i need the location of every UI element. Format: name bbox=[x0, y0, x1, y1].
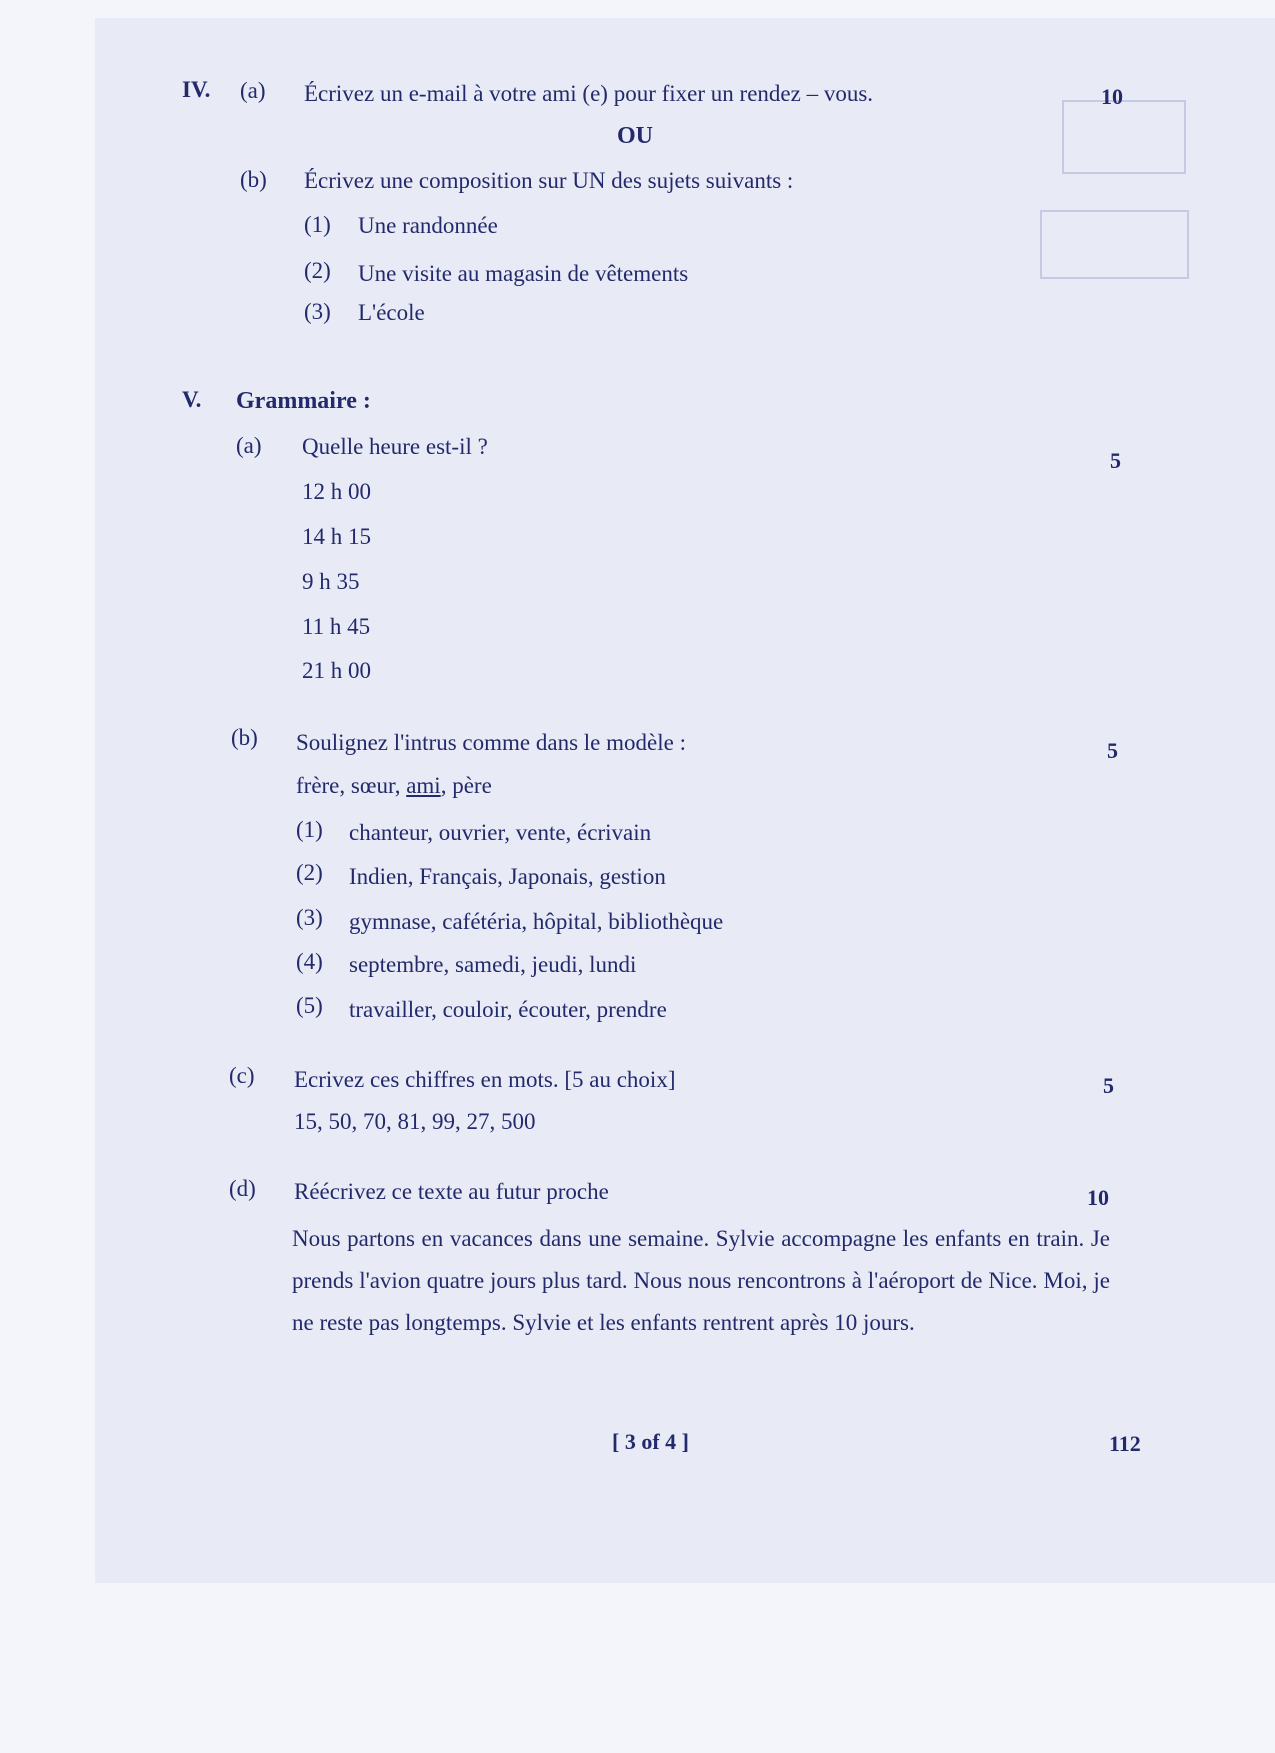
bleed-through-box bbox=[1062, 100, 1186, 174]
section-v-d-label: (d) bbox=[229, 1176, 256, 1201]
or-separator: OU bbox=[617, 123, 653, 149]
intrus-words: travailler, couloir, écouter, prendre bbox=[349, 997, 667, 1022]
topic-number: (1) bbox=[304, 212, 331, 237]
section-iv-b-label: (b) bbox=[240, 167, 267, 192]
intrus-words: Indien, Français, Japonais, gestion bbox=[349, 864, 666, 889]
model-example bbox=[296, 774, 492, 797]
section-iv-b-question: Écrivez une composition sur UN des sujets suivants : bbox=[304, 168, 794, 193]
page-indicator: [ 3 of 4 ] bbox=[612, 1429, 689, 1454]
time-item: 12 h 00 bbox=[302, 479, 371, 504]
section-v-number: V. bbox=[182, 387, 202, 412]
numbers-list: 15, 50, 70, 81, 99, 27, 500 bbox=[294, 1109, 536, 1134]
topic-text: Une randonnée bbox=[358, 213, 498, 238]
time-item: 9 h 35 bbox=[302, 569, 360, 594]
topic-text: Une visite au magasin de vêtements bbox=[358, 261, 689, 286]
section-iv-a-marks: 10 bbox=[1101, 84, 1123, 109]
intrus-words: chanteur, ouvrier, vente, écrivain bbox=[349, 820, 652, 845]
section-v-a-marks: 5 bbox=[1110, 448, 1121, 473]
section-iv-a-question: Écrivez un e-mail à votre ami (e) pour fixer un rendez – vous. bbox=[304, 81, 874, 106]
section-v-c-instruction: Ecrivez ces chiffres en mots. [5 au choix] bbox=[294, 1067, 676, 1092]
section-v-b-label: (b) bbox=[231, 725, 258, 750]
intrus-number: (5) bbox=[296, 993, 323, 1018]
model-example-end: , père bbox=[440, 773, 492, 798]
section-v-c-marks: 5 bbox=[1103, 1073, 1114, 1098]
section-v-a-label: (a) bbox=[236, 433, 262, 458]
section-v-a-question: Quelle heure est-il ? bbox=[302, 434, 488, 459]
section-v-c-label: (c) bbox=[229, 1063, 255, 1088]
passage-text: Nous partons en vacances dans une semaine. Sylvie accompagne les enfants en train. Je prends l'avion quatre jours plus tard. Nous nous rencontrons à l'aéroport de Nice. Moi, je ne reste pas longtemps. Sylvie et les enfants rentrent après 10 jours. bbox=[292, 1226, 1110, 1335]
intrus-number: (1) bbox=[296, 817, 323, 842]
time-item: 14 h 15 bbox=[302, 524, 371, 549]
intrus-words: gymnase, cafétéria, hôpital, bibliothèque bbox=[349, 909, 724, 934]
section-iv-a-label: (a) bbox=[240, 78, 266, 103]
section-v-d-instruction: Réécrivez ce texte au futur proche bbox=[294, 1179, 609, 1204]
intrus-number: (4) bbox=[296, 949, 323, 974]
time-item: 21 h 00 bbox=[302, 658, 371, 683]
topic-number: (2) bbox=[304, 258, 331, 283]
intrus-number: (2) bbox=[296, 860, 323, 885]
intrus-number: (3) bbox=[296, 905, 323, 930]
topic-number: (3) bbox=[304, 299, 331, 324]
section-v-heading: Grammaire : bbox=[236, 388, 371, 414]
time-item: 11 h 45 bbox=[302, 614, 371, 639]
section-v-b-instruction: Soulignez l'intrus comme dans le modèle : bbox=[296, 730, 686, 755]
topic-text: L'école bbox=[358, 300, 425, 325]
section-iv-number: IV. bbox=[182, 77, 211, 102]
section-v-b-marks: 5 bbox=[1107, 738, 1118, 763]
paper-code: 112 bbox=[1109, 1431, 1141, 1456]
intrus-words: septembre, samedi, jeudi, lundi bbox=[349, 952, 637, 977]
model-example-start: frère, sœur, bbox=[296, 773, 407, 798]
section-v-d-marks: 10 bbox=[1087, 1185, 1109, 1210]
model-intruder: ami bbox=[406, 773, 441, 798]
bleed-through-box bbox=[1040, 210, 1189, 279]
